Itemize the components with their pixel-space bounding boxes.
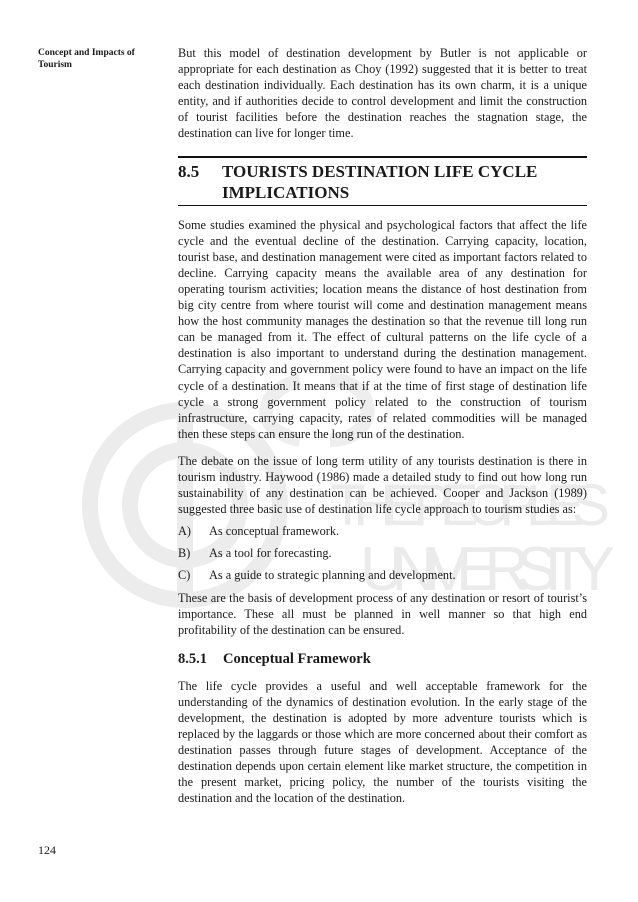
section-paragraph-2: The debate on the issue of long term utility of any tourists destination is there in tourism industry. Haywood (1986) made a detailed study to find out how long run sustainability of any destination can be achieved. Cooper and Jackson (1989) suggested three basic use of destination life cycle approach to tourism studies as: [178, 453, 587, 517]
list-item-letter: A) [178, 524, 191, 539]
list-item-text: As a tool for forecasting. [209, 546, 332, 561]
list-item [178, 545, 587, 561]
list-item-letter: C) [178, 568, 191, 583]
subsection-paragraph: The life cycle provides a useful and well acceptable framework for the understanding of the dynamics of destination evolution. In the early stage of the development, the destination is adopted by more adventure tourists which is replaced by the laggards or those which are more concerned about their comfort as destination passes through future stages of development. Acceptance of the destination depends upon certain element like market structure, the competition in the present market, pricing policy, the number of the tourists visiting the destination and the location of the destination. [178, 678, 587, 806]
section-heading [178, 156, 587, 206]
subsection-number: 8.5.1 [178, 650, 207, 667]
list-item-text: As conceptual framework. [209, 524, 340, 539]
subsection-heading [178, 650, 587, 668]
section-title: TOURISTS DESTINATION LIFE CYCLE IMPLICATIONS [222, 161, 538, 202]
closing-paragraph: These are the basis of development process of any destination or resort of tourist’s importance. These all must be planned in well manner so that high end profitability of the destination can be ensured. [178, 590, 587, 637]
list-item-letter: B) [178, 546, 191, 561]
running-header-label: Concept and Impacts of Tourism [38, 48, 135, 70]
subsection-title: Conceptual Framework [223, 650, 371, 667]
section-paragraph-1: Some studies examined the physical and psychological factors that affect the life cycle and the eventual decline of the destination. Carrying capacity, location, tourist base, and destination management were cited as important factors related to decline. Carrying capacity means the available area of any destination for operating tourism activities; location means the distance of host destination from big city centre from where tourist will come and destination management means how the host community manages the destination so that the revenue till long run can be managed from it. The effect of cultural patterns on the life cycle of a destination is also important to understand during the destination management. Carrying capacity and government policy were found to have an impact on the life cycle of a destination. It means that if at the time of first stage of destination life cycle a strong government policy related to the construction of tourism infrastructure, carrying capacity, rates of related commodities will be managed then these steps can ensure the long run of the destination. [178, 217, 587, 441]
intro-paragraph: But this model of destination development by Butler is not applicable or appropriate for each destination as Choy (1992) suggested that it is better to treat each destination individually. Each destination has its own charm, it is a unique entity, and if authorities decide to control development and limit the construction of tourist facilities before the destination reaches the stagnation stage, the destination can live for longer time. [178, 46, 587, 141]
page-content [178, 45, 587, 807]
watermark-line-2: UNIVERSITY [360, 535, 615, 604]
watermark-line-1: THE PEOPLE'S [330, 473, 610, 538]
list-item [178, 523, 587, 539]
list-item-text: As a guide to strategic planning and development. [209, 568, 456, 583]
page-number: 124 [38, 843, 56, 857]
list-item [178, 567, 587, 583]
section-number: 8.5 [178, 161, 200, 181]
uses-list [178, 523, 587, 583]
